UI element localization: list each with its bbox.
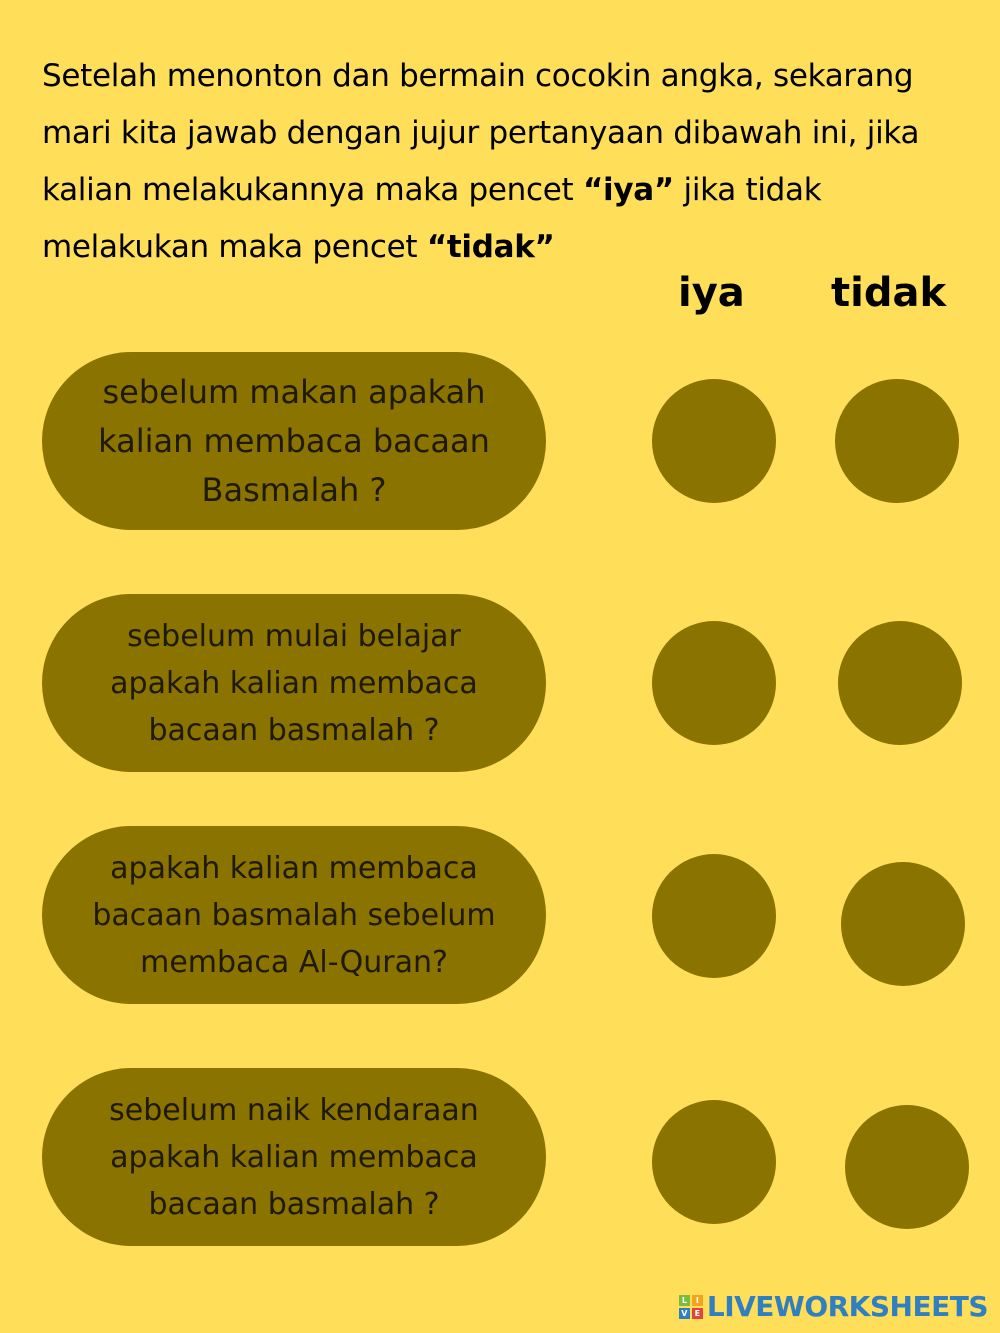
question-2-yes-button[interactable]	[652, 621, 776, 745]
logo-letter-i: I	[692, 1295, 703, 1306]
column-header-no: tidak	[831, 270, 947, 316]
question-4: sebelum naik kendaraan apakah kalian membaca bacaan basmalah ?	[42, 1068, 546, 1246]
instructions-no-quoted: “tidak”	[426, 229, 555, 265]
question-2-no-button[interactable]	[838, 621, 962, 745]
question-3-yes-button[interactable]	[652, 854, 776, 978]
footer-brand	[679, 1290, 988, 1323]
instructions-part-2: jika tidak melakukan maka pencet	[42, 172, 822, 265]
instructions-part-1: Setelah menonton dan bermain cocokin angka, sekarang mari kita jawab dengan jujur pertanyaan dibawah ini, jika kalian melakukannya maka pencet	[42, 58, 920, 208]
question-4-yes-button[interactable]	[652, 1100, 776, 1224]
question-1-no-button[interactable]	[835, 379, 959, 503]
question-1: sebelum makan apakah kalian membaca bacaan Basmalah ?	[42, 352, 546, 530]
logo-letter-e: E	[692, 1308, 703, 1319]
question-1-yes-button[interactable]	[652, 379, 776, 503]
logo-letter-l: L	[679, 1295, 690, 1306]
logo-letter-v: V	[679, 1308, 690, 1319]
question-3: apakah kalian membaca bacaan basmalah sebelum membaca Al-Quran?	[42, 826, 546, 1004]
question-4-no-button[interactable]	[845, 1105, 969, 1229]
column-header-yes: iya	[678, 270, 745, 316]
question-2: sebelum mulai belajar apakah kalian membaca bacaan basmalah ?	[42, 594, 546, 772]
liveworksheets-logo-icon	[679, 1295, 703, 1319]
brand-name: LIVEWORKSHEETS	[706, 1290, 988, 1323]
instructions-text	[42, 48, 977, 276]
instructions-yes-quoted: “iya”	[582, 172, 674, 208]
question-3-no-button[interactable]	[841, 862, 965, 986]
